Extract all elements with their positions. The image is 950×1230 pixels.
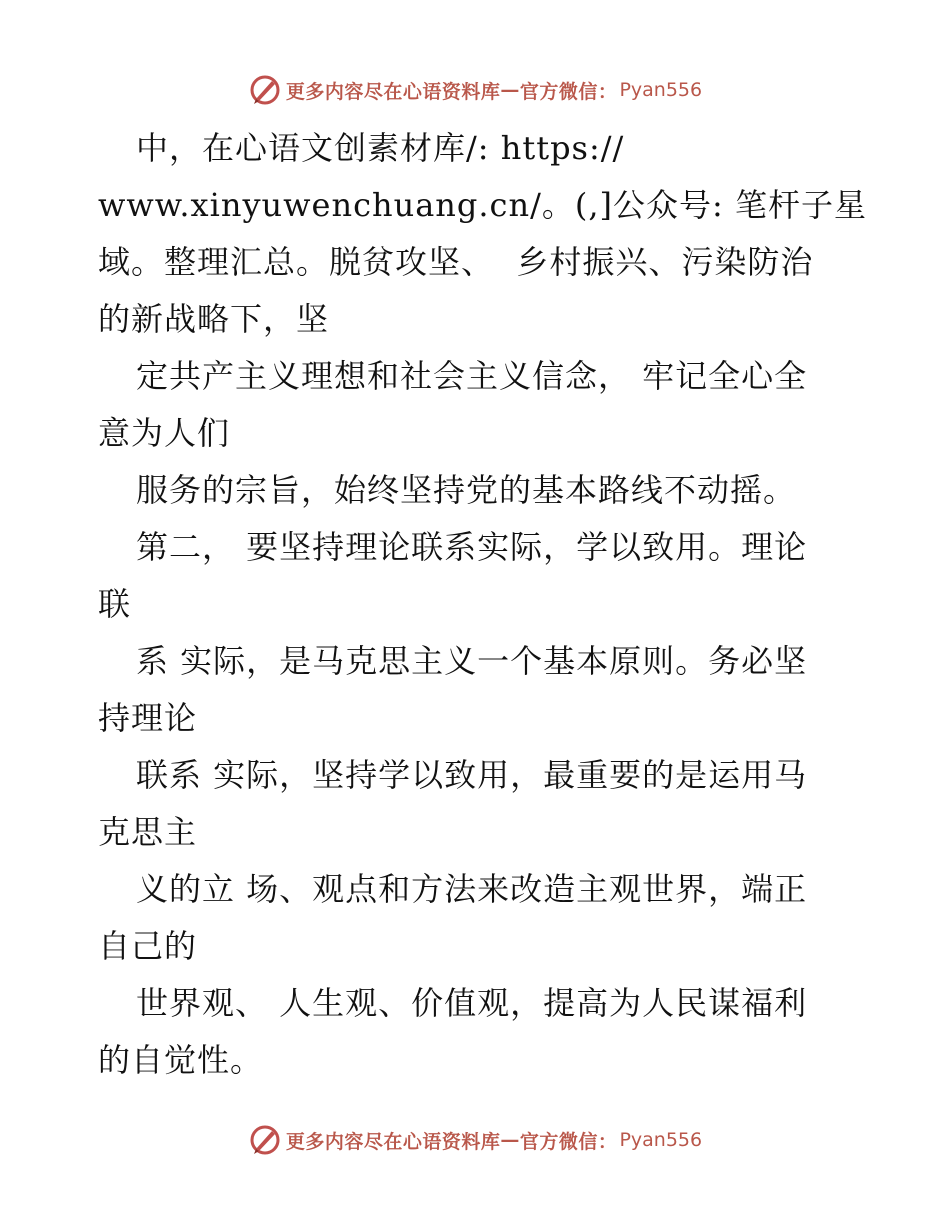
header-banner-wechat-label: 官方微信： — [519, 80, 618, 103]
body-line: 中，在心语文创素材库/: https:// — [136, 129, 625, 167]
body-line: 的自觉性。 — [98, 1041, 264, 1079]
footer-banner-content — [248, 1123, 702, 1157]
body-line: 意为人们 — [98, 414, 231, 452]
header-banner-wechat-id: Pyan556 — [619, 79, 703, 101]
body-line: 联 — [98, 585, 132, 623]
body-line: 义的立 场、观点和方法来改造主观世界，端正 — [136, 870, 808, 908]
body-line: 服务的宗旨，始终坚持党的基本路线不动摇。 — [136, 471, 797, 509]
body-line: 第二， 要坚持理论联系实际，学以致用。理论 — [136, 528, 808, 566]
body-line: 域。整理汇总。脱贫攻坚、 乡村振兴、污染防治 — [98, 243, 814, 281]
footer-banner — [0, 1120, 950, 1160]
footer-banner-separator: — — [500, 1129, 520, 1151]
pen-logo-icon — [248, 1123, 282, 1157]
body-line: 联系 实际，坚持学以致用，最重要的是运用马 — [136, 756, 808, 794]
body-line: www.xinyuwenchuang.cn/。(,]公众号: 笔杆子星 — [98, 186, 867, 224]
header-banner-content — [248, 73, 702, 107]
header-banner-title: 更多内容尽在心语资料库 — [285, 80, 501, 103]
body-line: 系 实际，是马克思主义一个基本原则。务必坚 — [136, 642, 808, 680]
body-line: 克思主 — [98, 813, 198, 851]
footer-banner-title: 更多内容尽在心语资料库 — [285, 1130, 501, 1153]
footer-banner-wechat-id: Pyan556 — [619, 1129, 703, 1151]
body-line: 持理论 — [98, 699, 198, 737]
header-banner-separator: — — [500, 79, 520, 101]
body-line: 定共产主义理想和社会主义信念， 牢记全心全 — [136, 357, 808, 395]
body-line: 世界观、 人生观、价值观，提高为人民谋福利 — [136, 984, 808, 1022]
footer-banner-wechat-label: 官方微信： — [519, 1130, 618, 1153]
body-line: 自己的 — [98, 927, 198, 965]
header-banner — [0, 70, 950, 110]
document-body — [98, 120, 867, 1089]
body-line: 的新战略下，坚 — [98, 300, 330, 338]
pen-logo-icon — [248, 73, 282, 107]
